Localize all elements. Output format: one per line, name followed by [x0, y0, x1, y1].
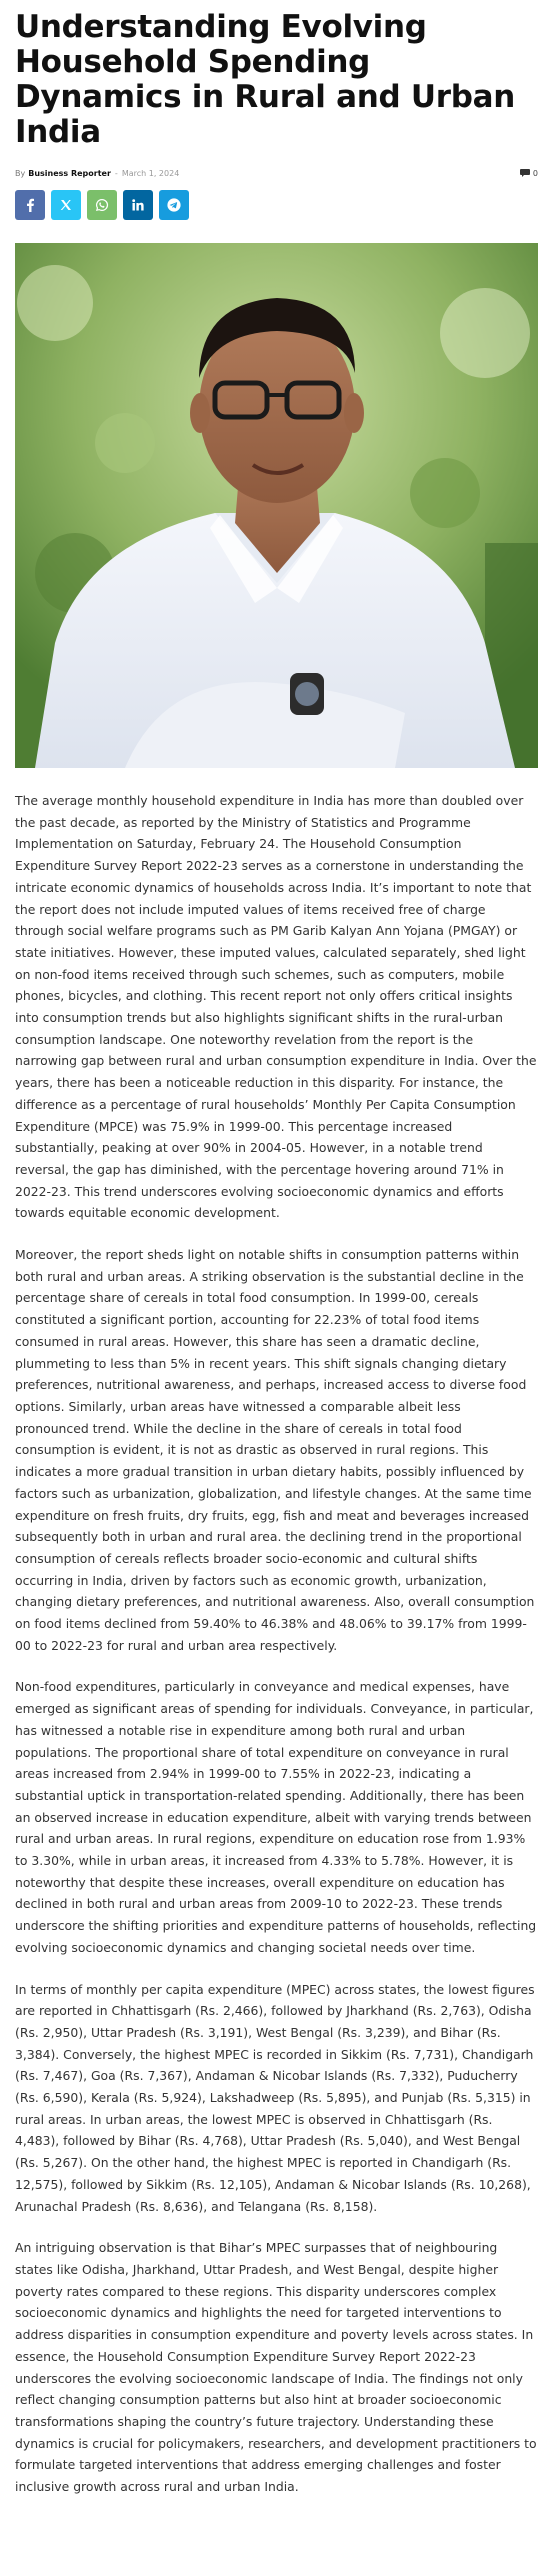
- x-icon: [60, 199, 72, 211]
- comment-icon: [520, 169, 530, 177]
- author-link[interactable]: Business Reporter: [28, 168, 111, 178]
- share-bar: [15, 190, 538, 220]
- article-paragraph-4: In terms of monthly per capita expenditure (MPEC) across states, the lowest figures are reported in Chhattisgarh (Rs. 2,466), followed by Jharkhand (Rs. 2,763), Odisha (Rs. 2,950), Uttar Pradesh (Rs. 3,191), West Bengal (Rs. 3,239), and Bihar (Rs. 3,384). Conversely, the highest MPEC is recorded in Sikkim (Rs. 7,731), Chandigarh (Rs. 7,467), Goa (Rs. 7,367), Andaman & Nicobar Islands (Rs. 7,332), Puducherry (Rs. 6,590), Kerala (Rs. 5,924), Lakshadweep (Rs. 5,895), and Punjab (Rs. 5,315) in rural areas. In urban areas, the lowest MPEC is observed in Chhattisgarh (Rs. 4,483), followed by Bihar (Rs. 4,768), Uttar Pradesh (Rs. 5,040), and West Bengal (Rs. 5,267). On the other hand, the highest MPEC is reported in Chandigarh (Rs. 12,575), followed by Sikkim (Rs. 12,105), Andaman & Nicobar Islands (Rs. 10,268), Arunachal Pradesh (Rs. 8,636), and Telangana (Rs. 8,158).: [15, 1981, 535, 2214]
- byline-prefix: By: [15, 168, 26, 178]
- portrait-photo: [15, 243, 538, 768]
- article-body: [15, 790, 538, 2498]
- article-title: Understanding Evolving Household Spending Dynamics in Rural and Urban India: [15, 9, 516, 150]
- share-facebook-button[interactable]: [15, 190, 45, 220]
- hero-image: [15, 243, 538, 768]
- comments-link[interactable]: [520, 169, 538, 178]
- article-meta: [15, 166, 538, 180]
- article-paragraph-5: An intriguing observation is that Bihar’s MPEC surpasses that of neighbouring states like Odisha, Jharkhand, Uttar Pradesh, and West Bengal, despite higher poverty rates compared to these regions. This disparity underscores complex socioeconomic dynamics and highlights the need for targeted interventions to address disparities in consumption expenditure and poverty levels across states. In essence, the Household Consumption Expenditure Survey Report 2022-23 underscores the evolving socioeconomic landscape of India. The findings not only reflect changing consumption patterns but also hint at broader socioeconomic transformations shaping the country’s future trajectory. Understanding these dynamics is crucial for policymakers, researchers, and development practitioners to formulate targeted interventions that address emerging challenges and foster inclusive growth across rural and urban India.: [15, 2240, 537, 2495]
- whatsapp-icon: [95, 198, 109, 212]
- linkedin-icon: [132, 199, 144, 211]
- article-paragraph-1: The average monthly household expenditure in India has more than doubled over the past decade, as reported by the Ministry of Statistics and Programme Implementation on Saturday, February 24. The Household Consumption Expenditure Survey Report 2022-23 serves as a cornerstone in understanding the intricate economic dynamics of households across India. It’s important to note that the report does not include imputed values of items received free of charge through social welfare programs such as PM Garib Kalyan Ann Yojana (PMGAY) or state initiatives. However, these imputed values, calculated separately, shed light on non-food items received through such schemes, such as computers, mobile phones, bicycles, and clothing. This recent report not only offers critical insights into consumption trends but also highlights significant shifts in the rural-urban consumption landscape. One noteworthy revelation from the report is the narrowing gap between rural and urban consumption expenditure in India. Over the years, there has been a noticeable reduction in this disparity. For instance, the difference as a percentage of rural households’ Monthly Per Capita Consumption Expenditure (MPCE) was 75.9% in 1999-00. This percentage increased substantially, peaking at over 90% in 2004-05. However, in a notable trend reversal, the gap has diminished, with the percentage hovering around 71% in 2022-23. This trend underscores evolving socioeconomic dynamics and efforts towards equitable economic development.: [15, 793, 537, 1221]
- facebook-icon: [24, 198, 36, 212]
- share-x-button[interactable]: [51, 190, 81, 220]
- share-whatsapp-button[interactable]: [87, 190, 117, 220]
- meta-separator: -: [114, 168, 118, 178]
- comment-count: 0: [532, 168, 538, 178]
- publish-date: March 1, 2024: [121, 168, 180, 178]
- article-paragraph-2: Moreover, the report sheds light on notable shifts in consumption patterns within both rural and urban areas. A striking observation is the substantial decline in the percentage share of cereals in total food consumption. In 1999-00, cereals constituted a significant portion, accounting for 22.23% of total food items consumed in rural areas. However, this share has seen a dramatic decline, plummeting to less than 5% in recent years. This shift signals changing dietary preferences, nutritional awareness, and perhaps, increased access to diverse food options. Similarly, urban areas have witnessed a comparable albeit less pronounced trend. While the decline in the share of cereals in total food consumption is evident, it is not as drastic as observed in rural regions. This indicates a more gradual transition in urban dietary habits, possibly influenced by factors such as urbanization, globalization, and lifestyle changes. At the same time expenditure on fresh fruits, dry fruits, egg, fish and meat and beverages increased subsequently both in urban and rural area. the declining trend in the proportional consumption of cereals reflects broader socio-economic and cultural shifts occurring in India, driven by factors such as economic growth, urbanization, changing dietary preferences, and nutritional awareness. Also, overall consumption on food items declined from 59.40% to 46.38% and 48.06% to 39.17% from 1999-00 to 2022-23 for rural and urban area respectively.: [15, 1247, 535, 1653]
- share-telegram-button[interactable]: [159, 190, 189, 220]
- telegram-icon: [167, 198, 181, 212]
- share-linkedin-button[interactable]: [123, 190, 153, 220]
- article-paragraph-3: Non-food expenditures, particularly in conveyance and medical expenses, have emerged as significant areas of spending for individuals. Conveyance, in particular, has witnessed a notable rise in expenditure among both rural and urban populations. The proportional share of total expenditure on conveyance in rural areas increased from 2.94% in 1999-00 to 7.55% in 2022-23, indicating a substantial uptick in transportation-related spending. Additionally, there has been an observed increase in education expenditure, albeit with varying trends between rural and urban areas. In rural regions, expenditure on education rose from 1.93% to 3.30%, while in urban areas, it increased from 4.33% to 5.78%. However, it is noteworthy that despite these increases, overall expenditure on education has declined in both rural and urban areas from 2009-10 to 2022-23. These trends underscore the shifting priorities and expenditure patterns of households, reflecting evolving socioeconomic dynamics and changing societal needs over time.: [15, 1679, 537, 1955]
